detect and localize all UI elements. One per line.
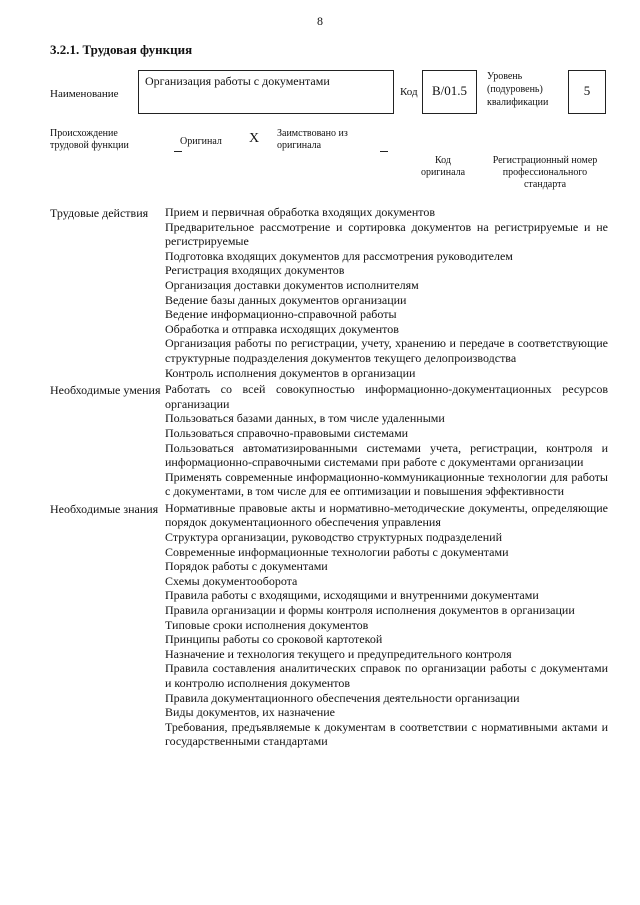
section-items	[165, 382, 608, 499]
borrowed-underline	[380, 151, 388, 152]
list-item: Правила документационного обеспечения деятельности организации	[165, 690, 520, 705]
list-item: Правила составления аналитических справок по организации работы с документами и контролю исполнения документов	[165, 661, 608, 690]
section-required-skills	[50, 382, 608, 499]
name-value: Организация работы с документами	[145, 74, 330, 88]
list-item: Виды документов, их назначение	[165, 705, 336, 720]
code-value: B/01.5	[422, 70, 477, 114]
list-item: Правила организации и формы контроля исполнения документов в организации	[165, 603, 575, 618]
function-details	[50, 205, 608, 751]
list-item: Ведение базы данных документов организации	[165, 292, 407, 307]
list-item: Нормативные правовые акты и нормативно-методические документы, определяющие порядок документационного обеспечения управления	[165, 500, 608, 530]
borrowed-label: Заимствовано из оригинала	[277, 128, 348, 151]
section-items	[165, 501, 608, 749]
section-label: Необходимые знания	[50, 501, 159, 516]
level-value: 5	[568, 70, 606, 114]
code-label: Код	[400, 86, 418, 98]
name-value-box	[138, 70, 394, 114]
list-item: Пользоваться справочно-правовыми системами	[165, 425, 409, 440]
list-item: Регистрация входящих документов	[165, 263, 345, 278]
list-item: Назначение и технология текущего и предупредительного контроля	[165, 646, 512, 661]
reg-number-label: Регистрационный номер профессионального стандарта	[492, 155, 598, 190]
list-item: Применять современные информационно-коммуникационные технологии для работы с документами, в том числе для ее оптимизации и повышения эффективности	[165, 469, 608, 499]
original-underline	[174, 151, 182, 152]
list-item: Типовые сроки исполнения документов	[165, 617, 369, 632]
section-items	[165, 205, 608, 380]
list-item: Правила работы с входящими, исходящими и внутренними документами	[165, 588, 539, 603]
list-item: Порядок работы с документами	[165, 559, 328, 574]
section-label: Трудовые действия	[50, 206, 149, 220]
list-item: Предварительное рассмотрение и сортировка документов на регистрируемые и не регистрируемые	[165, 219, 608, 249]
list-item: Структура организации, руководство структурных подразделений	[165, 530, 502, 545]
list-item: Подготовка входящих документов для рассмотрения руководителем	[165, 248, 513, 263]
list-item: Работать со всей совокупностью информационно-документационных ресурсов организации	[165, 382, 608, 411]
list-item: Организация доставки документов исполнителям	[165, 277, 419, 292]
origin-label: Происхождение трудовой функции	[50, 128, 129, 151]
original-checkmark: X	[249, 131, 260, 146]
code-original-label: Код оригинала	[420, 155, 466, 178]
list-item: Ведение информационно-справочной работы	[165, 307, 397, 322]
list-item: Пользоваться автоматизированными системами учета, регистрации, контроля и информационно-справочными системами при работе с документами организации	[165, 440, 608, 470]
list-item: Прием и первичная обработка входящих документов	[165, 205, 436, 219]
list-item: Современные информационные технологии работы с документами	[165, 544, 509, 559]
list-item: Организация работы по регистрации, учету, хранению и передаче в соответствующие структурные подразделения документов текущего делопроизводства	[165, 336, 608, 365]
list-item: Схемы документооборота	[165, 573, 298, 588]
list-item: Обработка и отправка исходящих документов	[165, 321, 399, 336]
list-item: Требования, предъявляемые к документам в соответствии с нормативными актами и государственными стандартами	[165, 719, 608, 749]
list-item: Пользоваться базами данных, в том числе удаленными	[165, 411, 445, 426]
section-title: 3.2.1. Трудовая функция	[50, 42, 193, 57]
original-label: Оригинал	[180, 136, 222, 147]
section-required-knowledge	[50, 501, 608, 749]
list-item: Принципы работы со сроковой картотекой	[165, 632, 383, 647]
page-number: 8	[317, 14, 323, 28]
name-label: Наименование	[50, 88, 119, 100]
section-labor-actions	[50, 205, 608, 380]
level-label: Уровень (подуровень) квалификации	[487, 71, 549, 108]
list-item: Контроль исполнения документов в организации	[165, 365, 416, 380]
section-label: Необходимые умения	[50, 383, 161, 398]
